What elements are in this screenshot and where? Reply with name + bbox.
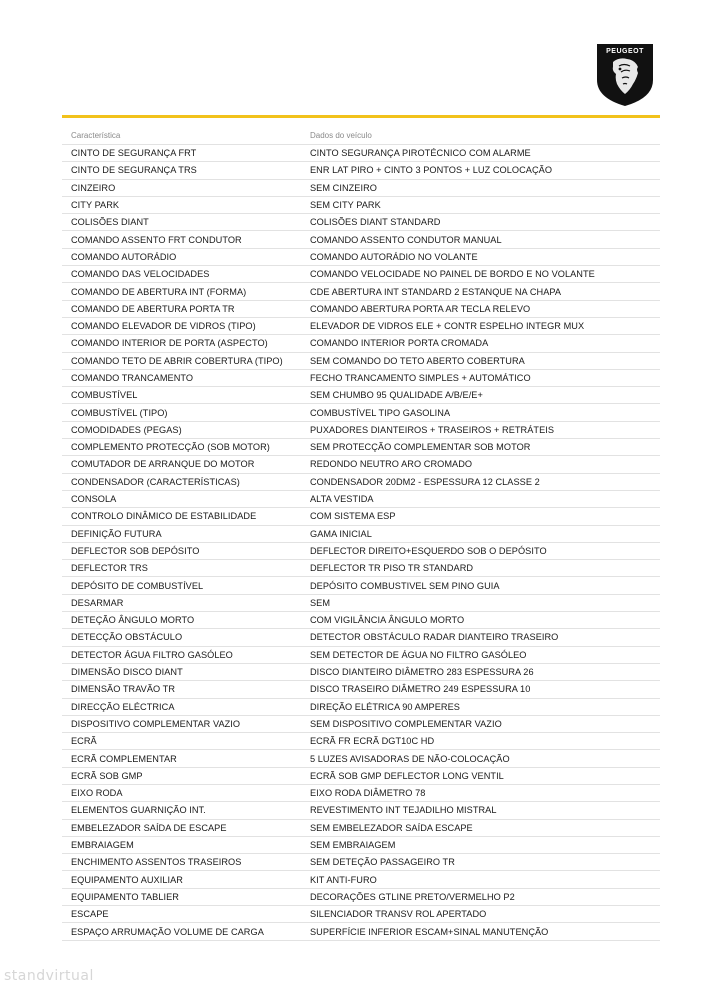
table-row [62,404,660,421]
header-accent-rule [62,115,660,118]
row-value: COMANDO VELOCIDADE NO PAINEL DE BORDO E NO VOLANTE [310,269,595,280]
row-characteristic: DIMENSÃO DISCO DIANT [71,667,183,678]
table-row [62,387,660,404]
row-value: REDONDO NEUTRO ARO CROMADO [310,459,473,470]
row-characteristic: CONSOLA [71,494,117,505]
row-value: GAMA INICIAL [310,528,372,539]
table-row [62,508,660,525]
row-value: FECHO TRANCAMENTO SIMPLES + AUTOMÁTICO [310,373,531,383]
row-value: DIREÇÃO ELÉTRICA 90 AMPERES [310,701,460,712]
row-characteristic: DISPOSITIVO COMPLEMENTAR VAZIO [71,718,241,729]
table-row [62,906,660,923]
row-value: ALTA VESTIDA [310,494,374,505]
table-row [62,283,660,300]
row-value: ECRÃ SOB GMP DEFLECTOR LONG VENTIL [310,770,504,781]
table-row [62,422,660,439]
row-characteristic: COMANDO DE ABERTURA PORTA TR [71,303,235,314]
table-row [62,837,660,854]
row-value: SEM [310,597,331,608]
table-row [62,923,660,940]
row-value: DISCO DIANTEIRO DIÂMETRO 283 ESPESSURA 26 [310,667,534,678]
table-row [62,681,660,698]
table-row [62,871,660,888]
row-value: SEM CHUMBO 95 QUALIDADE A/B/E/E+ [310,390,483,401]
row-characteristic: CINZEIRO [71,182,116,193]
row-characteristic: EQUIPAMENTO AUXILIAR [71,874,183,885]
row-characteristic: COMANDO ASSENTO FRT CONDUTOR [71,234,242,245]
row-value: DETECTOR OBSTÁCULO RADAR DIANTEIRO TRASEIRO [310,632,559,643]
row-characteristic: CINTO DE SEGURANÇA TRS [71,165,197,176]
row-characteristic: COMANDO AUTORÁDIO [71,251,177,262]
table-row [62,456,660,473]
row-characteristic: ECRÃ SOB GMP [71,770,143,781]
row-characteristic: COMPLEMENTO PROTECÇÃO (SOB MOTOR) [71,442,270,453]
row-characteristic: COMANDO TETO DE ABRIR COBERTURA (TIPO) [71,355,283,366]
row-characteristic: COMANDO DE ABERTURA INT (FORMA) [71,286,247,297]
logo-wordmark: PEUGEOT [606,48,644,55]
row-value: SEM DISPOSITIVO COMPLEMENTAR VAZIO [310,718,502,729]
table-row [62,145,660,162]
table-row [62,214,660,231]
table-row [62,560,660,577]
row-characteristic: ENCHIMENTO ASSENTOS TRASEIROS [71,857,242,868]
table-row [62,353,660,370]
row-characteristic: EQUIPAMENTO TABLIER [71,891,179,902]
row-value: COM VIGILÂNCIA ÂNGULO MORTO [310,615,465,626]
table-row [62,820,660,837]
row-value: DECORAÇÕES GTLINE PRETO/VERMELHO P2 [310,891,515,902]
table-row [62,335,660,352]
peugeot-logo [589,36,661,108]
row-value: SEM EMBRAIAGEM [310,840,396,851]
table-row [62,491,660,508]
row-value: 5 LUZES AVISADORAS DE NÃO-COLOCAÇÃO [310,753,510,764]
row-characteristic: COMBUSTÍVEL (TIPO) [71,407,168,418]
row-characteristic: COMANDO ELEVADOR DE VIDROS (TIPO) [71,321,256,332]
table-row [62,768,660,785]
table-body [62,145,660,941]
row-value: SEM PROTECÇÃO COMPLEMENTAR SOB MOTOR [310,442,531,453]
row-value: EIXO RODA DIÂMETRO 78 [310,788,426,799]
table-row [62,318,660,335]
table-row [62,802,660,819]
table-row [62,266,660,283]
row-characteristic: DEFLECTOR TRS [71,563,148,574]
table-row [62,595,660,612]
table-row [62,301,660,318]
table-row [62,162,660,179]
table-row [62,733,660,750]
row-value: SEM CINZEIRO [310,182,377,193]
row-value: ENR LAT PIRO + CINTO 3 PONTOS + LUZ COLOCAÇÃO [310,165,553,176]
row-value: ECRÃ FR ECRÃ DGT10C HD [310,736,435,747]
row-value: SEM DETEÇÃO PASSAGEIRO TR [310,857,455,868]
row-value: COMANDO AUTORÁDIO NO VOLANTE [310,251,478,262]
row-characteristic: DEFINIÇÃO FUTURA [71,528,162,539]
row-characteristic: DIRECÇÃO ELÉCTRICA [71,701,175,712]
row-value: REVESTIMENTO INT TEJADILHO MISTRAL [310,805,497,816]
table-header [62,127,660,145]
row-value: CDE ABERTURA INT STANDARD 2 ESTANQUE NA CHAPA [310,286,562,297]
row-value: COM SISTEMA ESP [310,511,396,522]
table-row [62,577,660,594]
table-row [62,750,660,767]
table-row [62,526,660,543]
row-characteristic: COMODIDADES (PEGAS) [71,424,182,435]
row-value: SEM EMBELEZADOR SAÍDA ESCAPE [310,822,473,833]
row-value: PUXADORES DIANTEIROS + TRASEIROS + RETRÁTEIS [310,424,555,435]
header-vehicle-data: Dados do veículo [310,131,372,140]
table-row [62,664,660,681]
row-value: CINTO SEGURANÇA PIROTÉCNICO COM ALARME [310,148,531,159]
table-row [62,629,660,646]
row-characteristic: ECRÃ COMPLEMENTAR [71,753,177,764]
row-value: COLISÕES DIANT STANDARD [310,217,441,228]
row-characteristic: COLISÕES DIANT [71,217,149,228]
row-value: SUPERFÍCIE INFERIOR ESCAM+SINAL MANUTENÇÃO [310,926,549,937]
row-characteristic: DESARMAR [71,597,124,608]
row-characteristic: DEPÓSITO DE COMBUSTÍVEL [71,580,204,591]
table-row [62,180,660,197]
row-characteristic: DETECÇÃO OBSTÁCULO [71,632,183,643]
table-row [62,612,660,629]
table-row [62,197,660,214]
row-value: COMANDO ABERTURA PORTA AR TECLA RELEVO [310,303,531,314]
row-characteristic: DETEÇÃO ÂNGULO MORTO [71,615,195,626]
row-characteristic: COMANDO DAS VELOCIDADES [71,269,210,280]
row-characteristic: CINTO DE SEGURANÇA FRT [71,148,197,159]
row-characteristic: EIXO RODA [71,788,123,799]
row-value: ELEVADOR DE VIDROS ELE + CONTR ESPELHO INTEGR MUX [310,321,585,332]
row-value: SEM CITY PARK [310,200,381,211]
table-row [62,716,660,733]
table-row [62,889,660,906]
row-value: SEM DETECTOR DE ÁGUA NO FILTRO GASÓLEO [310,649,527,660]
row-value: COMANDO INTERIOR PORTA CROMADA [310,338,489,349]
row-characteristic: CITY PARK [71,200,120,211]
row-characteristic: COMANDO INTERIOR DE PORTA (ASPECTO) [71,338,268,349]
table-row [62,785,660,802]
watermark: standvirtual [4,968,94,984]
row-characteristic: COMBUSTÍVEL [71,390,138,401]
table-row [62,647,660,664]
row-characteristic: COMANDO TRANCAMENTO [71,373,194,383]
table-row [62,699,660,716]
row-characteristic: COMUTADOR DE ARRANQUE DO MOTOR [71,459,255,470]
row-value: SEM COMANDO DO TETO ABERTO COBERTURA [310,355,525,366]
table-row [62,543,660,560]
table-row [62,439,660,456]
vehicle-spec-table [62,127,660,941]
row-characteristic: CONTROLO DINÂMICO DE ESTABILIDADE [71,511,257,522]
row-characteristic: DETECTOR ÁGUA FILTRO GASÓLEO [71,649,233,660]
table-row [62,474,660,491]
row-characteristic: DEFLECTOR SOB DEPÓSITO [71,545,200,556]
row-characteristic: EMBRAIAGEM [71,840,134,851]
row-value: COMANDO ASSENTO CONDUTOR MANUAL [310,234,502,245]
table-row [62,854,660,871]
row-value: CONDENSADOR 20DM2 - ESPESSURA 12 CLASSE 2 [310,476,540,487]
table-row [62,231,660,248]
table-row [62,370,660,387]
row-characteristic: ESPAÇO ARRUMAÇÃO VOLUME DE CARGA [71,926,264,937]
row-value: KIT ANTI-FURO [310,874,377,885]
row-value: DEFLECTOR TR PISO TR STANDARD [310,563,474,574]
row-value: SILENCIADOR TRANSV ROL APERTADO [310,909,487,920]
row-characteristic: CONDENSADOR (CARACTERÍSTICAS) [71,476,240,487]
row-value: DEFLECTOR DIREITO+ESQUERDO SOB O DEPÓSITO [310,545,547,556]
header-characteristic: Característica [71,131,121,140]
row-value: DISCO TRASEIRO DIÂMETRO 249 ESPESSURA 10 [310,684,531,695]
row-characteristic: EMBELEZADOR SAÍDA DE ESCAPE [71,822,227,833]
row-characteristic: DIMENSÃO TRAVÃO TR [71,684,176,695]
table-row [62,249,660,266]
row-characteristic: ESCAPE [71,909,109,920]
row-characteristic: ELEMENTOS GUARNIÇÃO INT. [71,805,206,816]
row-value: COMBUSTÍVEL TIPO GASOLINA [310,407,451,418]
row-value: DEPÓSITO COMBUSTIVEL SEM PINO GUIA [310,580,500,591]
row-characteristic: ECRÃ [71,736,97,747]
